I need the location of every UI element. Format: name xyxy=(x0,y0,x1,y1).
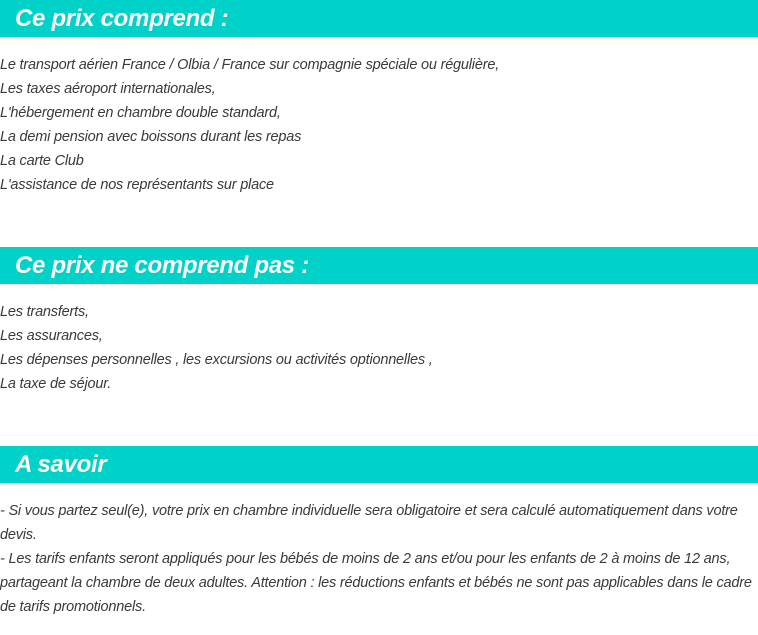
good-to-know-section xyxy=(0,446,758,615)
list-item: Les taxes aéroport internationales, xyxy=(0,81,216,97)
list-item: L'hébergement en chambre double standard, xyxy=(0,105,281,121)
price-includes-list xyxy=(0,53,499,197)
list-item: Les transferts, xyxy=(0,304,89,320)
list-item: Les assurances, xyxy=(0,328,103,344)
price-includes-section xyxy=(0,0,758,193)
list-item: Les dépenses personnelles , les excursions ou activités optionnelles , xyxy=(0,352,433,368)
list-item: La carte Club xyxy=(0,153,84,169)
price-includes-heading: Ce prix comprend : xyxy=(0,0,758,37)
list-item: L'assistance de nos représentants sur place xyxy=(0,177,274,193)
price-excludes-heading: Ce prix ne comprend pas : xyxy=(0,247,758,284)
list-item: La taxe de séjour. xyxy=(0,376,112,392)
info-paragraph-single-room: - Si vous partez seul(e), votre prix en chambre individuelle sera obligatoire et sera calculé automatiquement dans votre devis. xyxy=(0,503,738,543)
info-paragraph-child-rates: - Les tarifs enfants seront appliqués pour les bébés de moins de 2 ans et/ou pour les enfants de 2 à moins de 12 ans, partageant la chambre de deux adultes. Attention : les réductions enfants et bébés ne sont pas applicables dans le cadre de tarifs promotionnels. xyxy=(0,551,752,615)
good-to-know-heading: A savoir xyxy=(0,446,758,483)
list-item: La demi pension avec boissons durant les repas xyxy=(0,129,302,145)
good-to-know-body xyxy=(0,499,758,619)
price-excludes-list xyxy=(0,300,433,396)
price-excludes-section xyxy=(0,247,758,392)
list-item: Le transport aérien France / Olbia / France sur compagnie spéciale ou régulière, xyxy=(0,57,500,73)
